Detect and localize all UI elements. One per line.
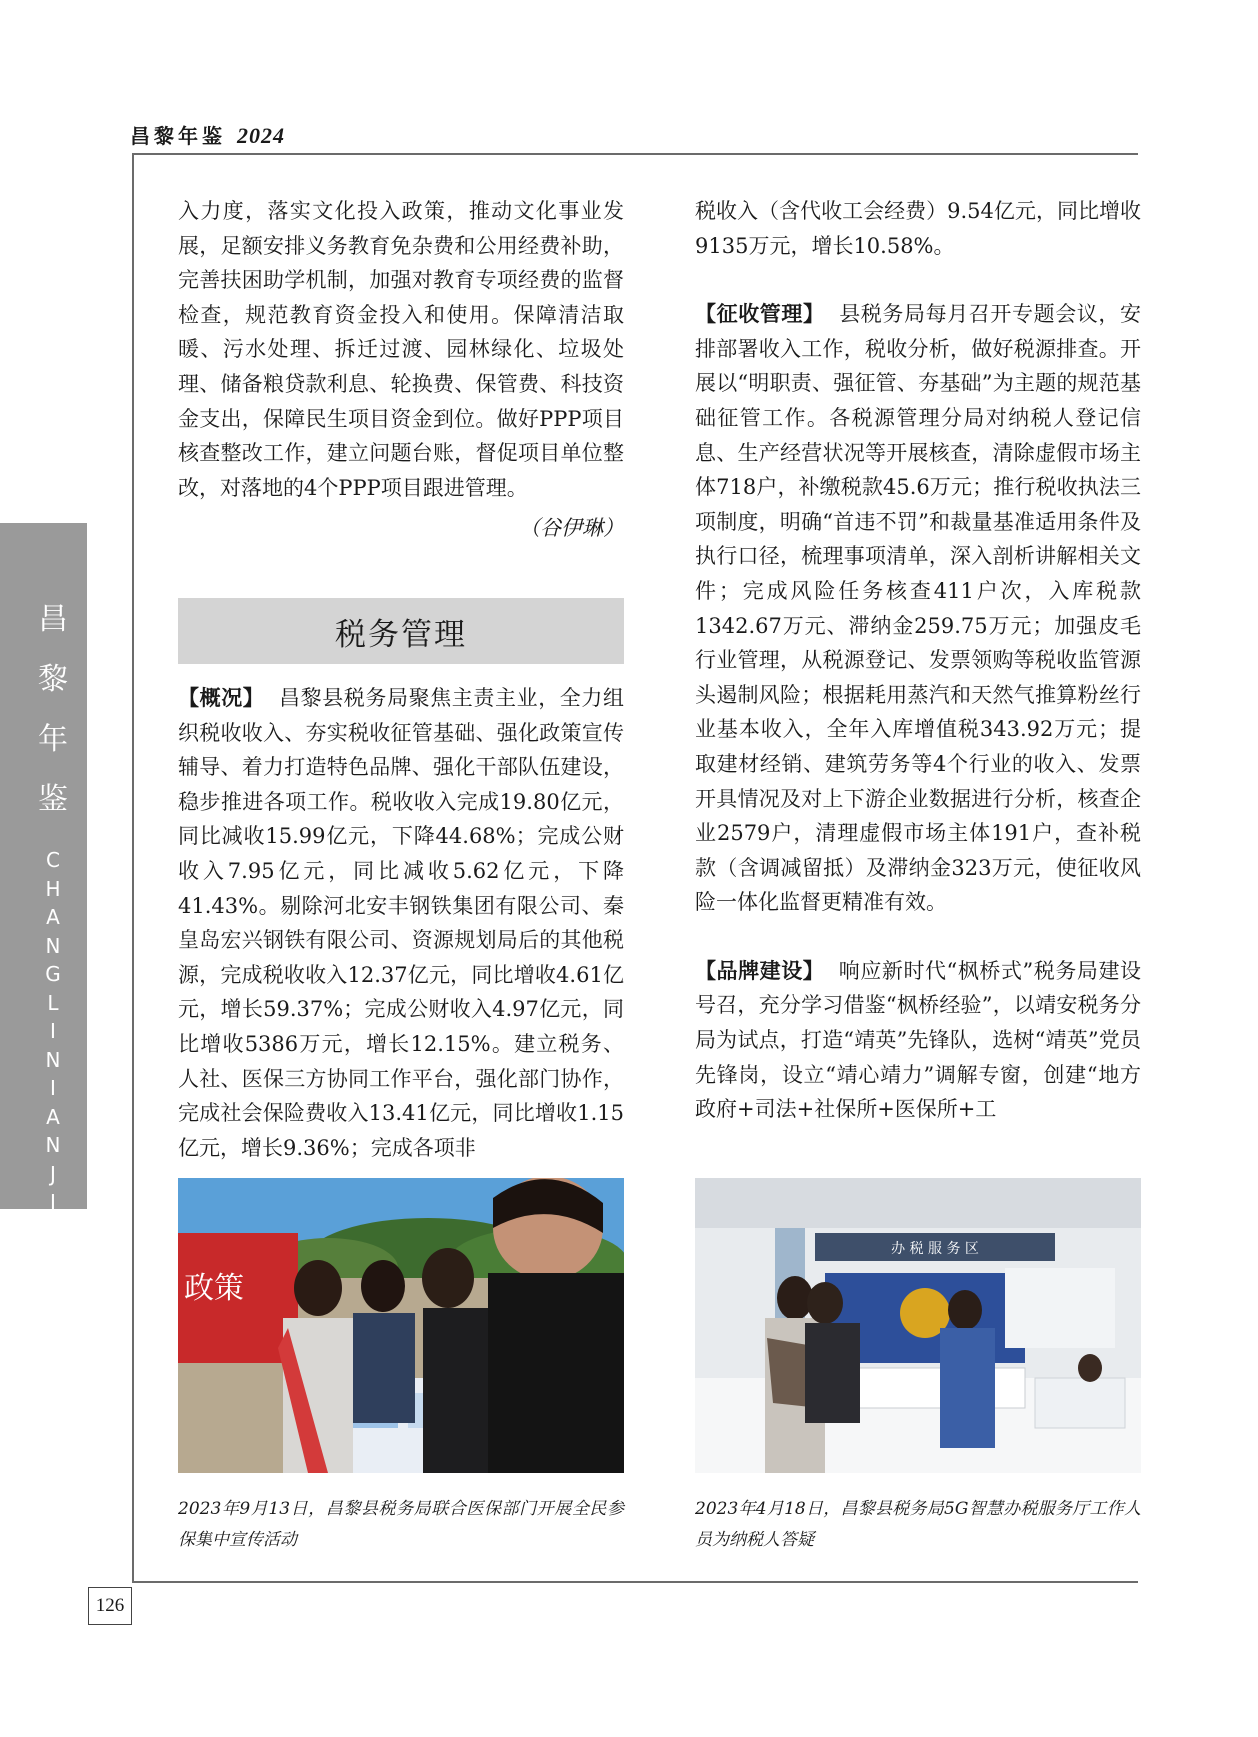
service-hall-illustration: [695, 1178, 1141, 1473]
frame-bottom-rule: [132, 1581, 1138, 1583]
intro-paragraph: 入力度，落实文化投入政策，推动文化事业发展，足额安排义务教育免杂费和公用经费补助，完善扶困助学机制，加强对教育专项经费的监督检查，规范教育资金投入和使用。保障清洁取暖、污水处理、拆迁过渡、园林绿化、垃圾处理、储备粮贷款利息、轮换费、保管费、科技资金支出，保障民生项目资金到位。做好PPP项目核查整改工作，建立问题台账，督促项目单位整改，对落地的4个PPP项目跟进管理。: [178, 199, 624, 500]
side-letter: A: [46, 905, 60, 929]
event-photo-illustration: [178, 1178, 624, 1473]
side-char: 昌: [38, 602, 68, 637]
event-photo: [178, 1178, 624, 1473]
side-tab-chinese: [38, 590, 68, 830]
book-year: 2024: [236, 123, 285, 148]
section-title: 税务管理: [335, 616, 467, 653]
side-letter: N: [45, 1133, 61, 1157]
side-letter: N: [45, 933, 61, 958]
author-credit: （谷伊琳）: [519, 516, 624, 541]
left-photo-caption: 2023年9月13日，昌黎县税务局联合医保部门开展全民参保集中宣传活动: [178, 1499, 624, 1550]
side-letter: A: [46, 1218, 60, 1243]
collection-tag: 【征收管理】: [695, 302, 825, 327]
collection-paragraph: [695, 297, 1141, 920]
side-letter: H: [45, 876, 61, 901]
left-column-overview: [178, 681, 624, 1165]
overview-paragraph: [178, 681, 624, 1165]
side-char: 年: [38, 722, 68, 757]
running-header: [130, 120, 285, 149]
side-letter: I: [50, 1076, 56, 1100]
frame-left-rule: [132, 153, 134, 1583]
side-char: 黎: [38, 662, 68, 697]
book-title: 昌黎年鉴: [130, 124, 226, 148]
side-tab-english: [40, 846, 66, 1274]
overview-text: 昌黎县税务局聚焦主责主业，全力组织税收收入、夯实税收征管基础、强化政策宣传辅导、着力打造特色品牌、强化干部队伍建设，稳步推进各项工作。税收收入完成19.80亿元，同比减收15.99亿元，下降44.68%；完成公财收入7.95亿元，同比减收5.62亿元，下降41.43%。剔除河北安丰钢铁集团有限公司、秦皇岛宏兴钢铁有限公司、资源规划局后的其他税源，完成税收收入12.37亿元，同比增收4.61亿元，增长59.37%；完成公财收入4.97亿元，同比增收5386万元，增长12.15%。建立税务、人社、医保三方协同工作平台，强化部门协作，完成社会保险费收入13.41亿元，同比增收1.15亿元，增长9.36%；完成各项非: [178, 686, 625, 1160]
side-letter: L: [47, 990, 59, 1015]
brand-paragraph: [695, 954, 1141, 1127]
side-letter: J: [50, 1161, 56, 1186]
side-char: 鉴: [38, 782, 68, 817]
collection-text: 县税务局每月召开专题会议，安排部署收入工作，税收分析，做好税源排查。开展以“明职责、强征管、夯基础”为主题的规范基础征管工作。各税源管理分局对纳税人登记信息、生产经营状况等开展核查，清除虚假市场主体718户，补缴税款45.6万元；推行税收执法三项制度，明确“首违不罚”和裁量基准适用条件及执行口径，梳理事项清单，深入剖析讲解相关文件；完成风险任务核查411户次，入库税款1342.67万元、滞纳金259.75万元；加强皮毛行业管理，从税源登记、发票领购等税收监管源头遏制风险；根据耗用蒸汽和天然气推算粉丝行业基本收入，全年入库增值税343.92万元；提取建材经销、建筑劳务等4个行业的收入、发票开具情况及对上下游企业数据进行分析，核查企业2579户，清理虚假市场主体191户，查补税款（含调减留抵）及滞纳金323万元，使征收风险一体化监督更精准有效。: [695, 302, 1142, 915]
right-column: [695, 194, 1141, 1127]
side-letter: I: [50, 1019, 56, 1043]
side-letter: A: [46, 1104, 60, 1129]
side-letter: N: [45, 1047, 61, 1072]
section-heading-box: [178, 598, 624, 664]
continued-paragraph: 税收入（含代收工会经费）9.54亿元，同比增收9135万元，增长10.58%。: [695, 199, 1141, 258]
side-letter: I: [50, 1190, 56, 1214]
overview-tag: 【概况】: [178, 686, 265, 710]
frame-top-rule: [132, 153, 1138, 155]
service-hall-photo: [695, 1178, 1141, 1473]
left-column-top: [178, 194, 624, 546]
side-letter: N: [45, 1247, 61, 1271]
side-letter: C: [46, 848, 60, 872]
brand-tag: 【品牌建设】: [695, 958, 825, 983]
page-number: 126: [88, 1587, 132, 1625]
hall-sign-text: 办 税 服 务 区: [891, 1241, 979, 1257]
right-photo-caption: 2023年4月18日，昌黎县税务局5G智慧办税服务厅工作人员为纳税人答疑: [695, 1499, 1141, 1550]
banner-text: 政策: [184, 1271, 244, 1306]
side-letter: G: [45, 962, 61, 986]
brand-text: 响应新时代“枫桥式”税务局建设号召，充分学习借鉴“枫桥经验”，以靖安税务分局为试点，打造“靖英”先锋队，选树“靖英”党员先锋岗，设立“靖心靖力”调解专窗，创建“地方政府+司法+社保所+医保所+工: [695, 958, 1142, 1122]
